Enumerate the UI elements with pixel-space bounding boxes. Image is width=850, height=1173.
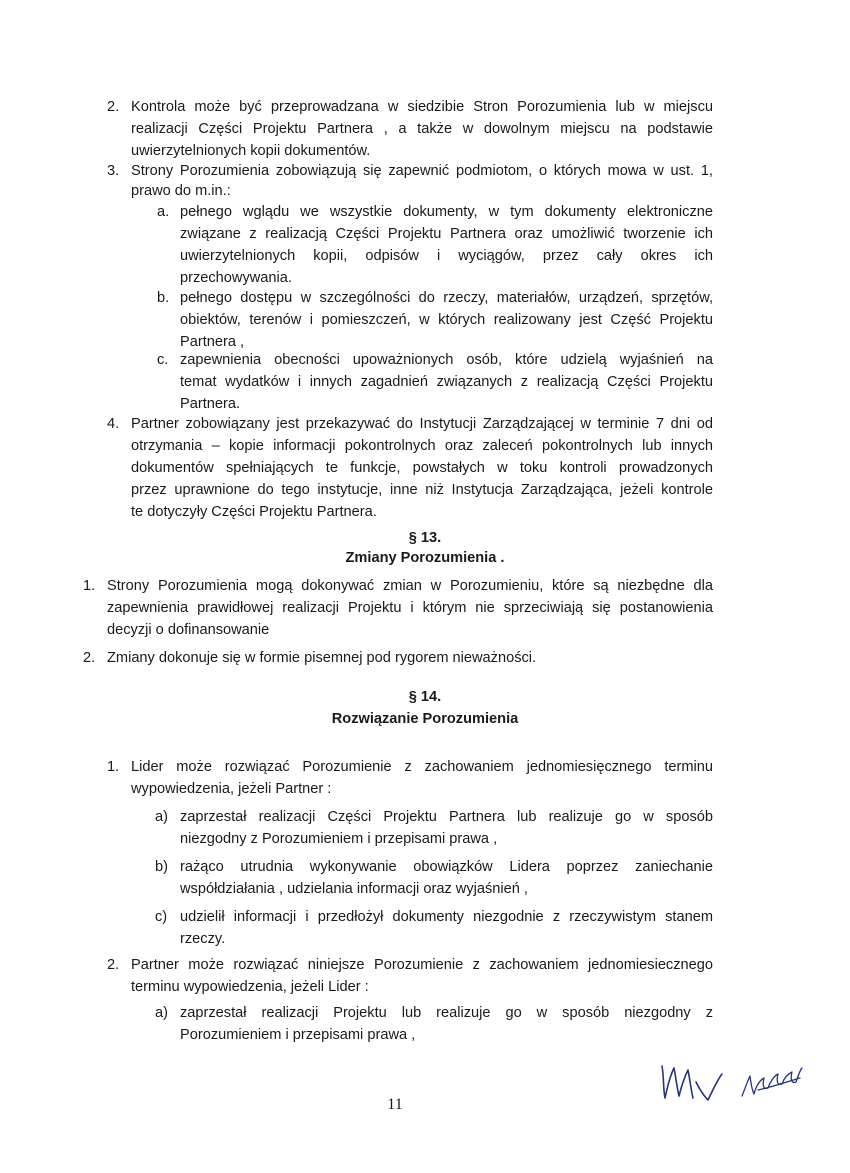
subitem-label: a. [157,204,170,220]
paragraph-line: terminu wypowiedzenia, jeżeli Lider : [131,979,369,995]
paragraph-line: zaprzestał realizacji Projektu lub realizuje go w sposób niezgodny z [180,1005,713,1021]
paragraph-line: Zmiany dokonuje się w formie pisemnej pod rygorem nieważności. [107,650,537,666]
subitem-label: a) [155,1005,168,1021]
paragraph-line: przez uprawnione do tego instytucje, inne niż Instytucja Zarządzająca, jeżeli kontrole [131,482,713,498]
paragraph-line: niezgodny z Porozumieniem i przepisami prawa , [180,831,498,847]
paragraph-line: Partnera , [180,334,245,350]
paragraph-line: rażąco utrudnia wykonywanie obowiązków Lidera poprzez zaniechanie [180,859,713,875]
subitem-label: a) [155,809,168,825]
paragraph-line: współdziałania , udzielania informacji oraz wyjaśnień , [180,881,528,897]
paragraph-line: uwierzytelnionych kopii dokumentów. [131,143,371,159]
item-number: 2. [107,957,120,973]
paragraph-line: Kontrola może być przeprowadzana w siedzibie Stron Porozumienia lub w miejscu [131,99,713,115]
paragraph-line: Strony Porozumienia mogą dokonywać zmian w Porozumieniu, które są niezbędne dla [107,578,713,594]
section-title: Rozwiązanie Porozumienia [331,711,519,727]
section-title: Zmiany Porozumienia . [345,550,505,566]
paragraph-line: prawo do m.in.: [131,183,231,199]
paragraph-line: udzielił informacji i przedłożył dokumenty niezgodnie z rzeczywistym stanem [180,909,713,925]
item-number: 2. [107,99,120,115]
subitem-label: c) [155,909,168,925]
item-number: 3. [107,163,120,179]
paragraph-line: związane z realizacją Części Projektu Partnera oraz umożliwić tworzenie ich [180,226,713,242]
paragraph-line: Partner może rozwiązać niniejsze Porozumienie z zachowaniem jednomiesiecznego [131,957,713,973]
paragraph-line: obiektów, terenów i pomieszczeń, w których realizowany jest Część Projektu [180,312,713,328]
paragraph-line: te dotyczyły Części Projektu Partnera. [131,504,377,520]
item-number: 4. [107,416,120,432]
paragraph-line: decyzji o dofinansowanie [107,622,270,638]
paragraph-line: uwierzytelnionych kopii, odpisów i wyciągów, przez cały okres ich [180,248,713,264]
paragraph-line: pełnego wglądu we wszystkie dokumenty, w tym dokumenty elektroniczne [180,204,713,220]
section-number: § 13. [408,530,442,546]
item-number: 1. [83,578,96,594]
paragraph-line: temat wydatków i innych zagadnień związanych z realizacją Części Projektu [180,374,713,390]
page-number: 11 [387,1096,403,1113]
item-number: 2. [83,650,96,666]
paragraph-line: realizacji Części Projektu Partnera , a także w dowolnym miejscu na podstawie [131,121,713,137]
subitem-label: c. [157,352,169,368]
paragraph-line: dokumentów spełniających te funkcje, powstałych w toku kontroli prowadzonych [131,460,713,476]
paragraph-line: przechowywania. [180,270,292,286]
subitem-label: b. [157,290,170,306]
paragraph-line: Partner zobowiązany jest przekazywać do Instytucji Zarządzającej w terminie 7 dni od [131,416,713,432]
paragraph-line: Lider może rozwiązać Porozumienie z zachowaniem jednomiesięcznego terminu [131,759,713,775]
paragraph-line: Partnera. [180,396,241,412]
paragraph-line: otrzymania – kopie informacji pokontrolnych oraz zaleceń pokontrolnych lub innych [131,438,713,454]
paragraph-line: zaprzestał realizacji Części Projektu Partnera lub realizuje go w sposób [180,809,713,825]
paragraph-line: wypowiedzenia, jeżeli Partner : [131,781,332,797]
paragraph-line: Porozumieniem i przepisami prawa , [180,1027,416,1043]
paragraph-line: zapewnienia obecności upoważnionych osób, które udzielą wyjaśnień na [180,352,713,368]
paragraph-line: Strony Porozumienia zobowiązują się zapewnić podmiotom, o których mowa w ust. 1, [131,163,713,179]
subitem-label: b) [155,859,168,875]
paragraph-line: pełnego dostępu w szczególności do rzeczy, materiałów, urządzeń, sprzętów, [180,290,713,306]
item-number: 1. [107,759,120,775]
paragraph-line: rzeczy. [180,931,226,947]
section-number: § 14. [408,689,442,705]
paragraph-line: zapewnienia prawidłowej realizacji Projektu i którym nie sprzeciwiają się postanowienia [107,600,713,616]
